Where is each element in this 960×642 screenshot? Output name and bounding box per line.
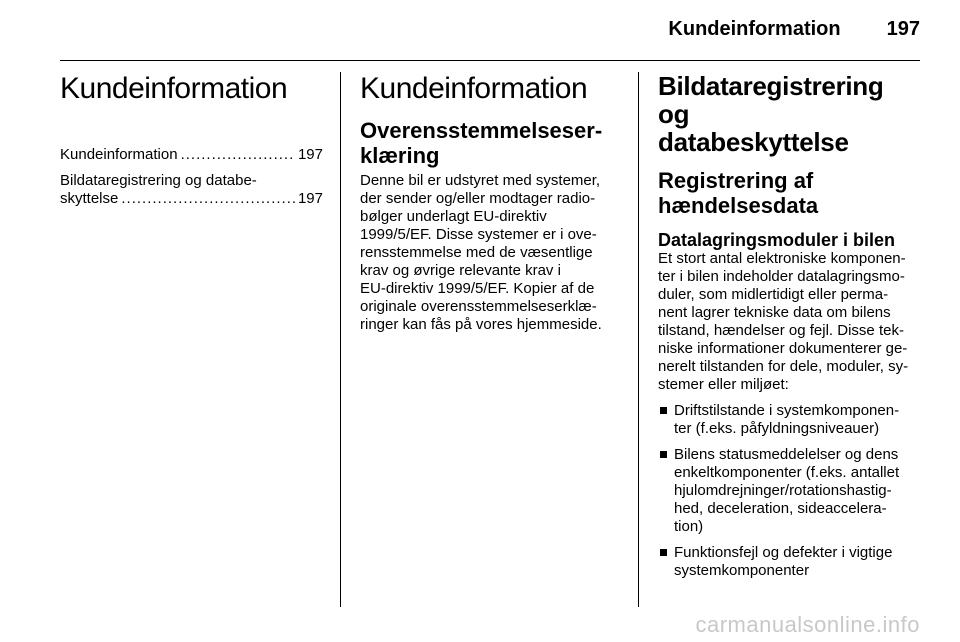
square-bullet-icon <box>660 451 667 458</box>
toc-heading: Kundeinformation <box>60 72 288 105</box>
page-number: 197 <box>886 18 920 40</box>
data-registration-column <box>658 72 920 588</box>
page-header <box>668 18 920 48</box>
column-divider-2 <box>638 72 639 607</box>
square-bullet-icon <box>660 407 667 414</box>
conformity-column <box>360 72 618 334</box>
section-subheading: Datalagringsmoduler i bilen <box>658 230 896 250</box>
section-heading: Bildataregistrering og databeskyttelse <box>658 71 884 157</box>
toc-dots <box>181 146 295 164</box>
header-title: Kundeinformation <box>668 18 841 40</box>
watermark: carmanualsonline.info <box>695 612 920 637</box>
toc-entry-page: 197 <box>297 146 323 163</box>
header-rule <box>60 60 920 61</box>
toc-entry[interactable] <box>60 172 323 208</box>
toc-list <box>60 146 323 208</box>
subheading: Overensstemmelseser- klæring <box>360 118 603 168</box>
toc-entry-page: 197 <box>297 190 323 207</box>
toc-dots <box>121 190 295 208</box>
list-item: Driftstilstande i systemkomponen- ter (f.eks. påfyldningsniveauer) <box>658 402 920 438</box>
list-item: Funktionsfejl og defekter i vigtige systemkomponenter <box>658 544 920 580</box>
square-bullet-icon <box>660 549 667 556</box>
list-item: Bilens statusmeddelelser og dens enkeltkomponenter (f.eks. antallet hjulomdrejninger/rotationshastig- hed, deceleration, sideaccelera- tion) <box>658 446 920 536</box>
subheading: Registrering af hændelsesdata <box>658 168 819 218</box>
toc-entry-text: Kundeinformation <box>60 146 178 163</box>
toc-entry-text: skyttelse <box>60 190 119 207</box>
toc-column <box>60 72 323 216</box>
section-heading: Kundeinformation <box>360 72 588 105</box>
conformity-paragraph: Denne bil er udstyret med systemer, der sender og/eller modtager radio- bølger underlagt EU-direktiv 1999/5/EF. Disse systemer er i ove- rensstemmelse med de væsentlige krav og øvrige relevante krav i EU-direktiv 1999/5/EF. Kopier af de originale overensstemmelseserklæ- ringer kan fås på vores hjemmeside. <box>360 172 602 333</box>
toc-entry-text: Bildataregistrering og databe- <box>60 172 257 189</box>
toc-entry[interactable] <box>60 146 323 164</box>
data-modules-paragraph: Et stort antal elektroniske komponen- ter i bilen indeholder datalagringsmo- duler, som midlertidigt eller perma- nent lagrer tekniske data om bilens tilstand, hændelser og fejl. Disse tek- niske informationer dokumenterer ge- nerelt tilstanden for dele, moduler, sy- stemer eller miljøet: <box>658 250 909 393</box>
bullet-list <box>658 402 920 580</box>
column-divider-1 <box>340 72 341 607</box>
